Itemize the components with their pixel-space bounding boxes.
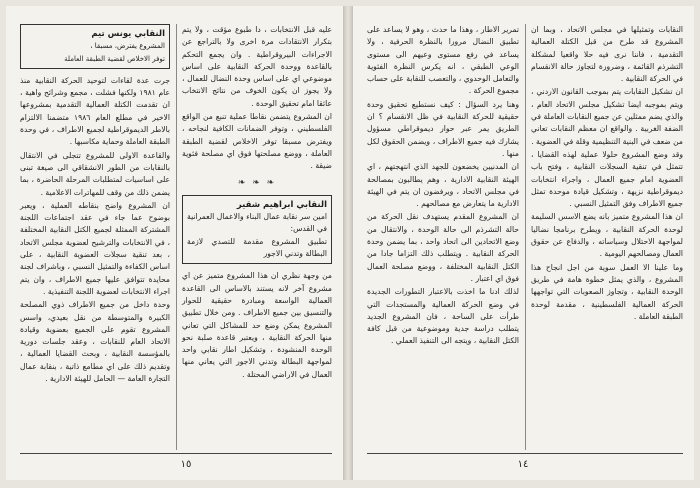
- paragraph: ان المشروع واضح بنقاطه العملية ، ويعبر بوضوح عما جاء في عقد اجتماعات اللجنة المشتركة الممثلة لجميع الكتل النقابية المختلفة ، في الانتخابات والترشيح لعضوية مجلس الاتحاد ، بعد تنقية سجلات العضوية النقابية ، على اساس الكفاءة والتمثيل النسبي ، وباشراف لجنة محايدة تتوافق عليها جميع الاطراف ، وان يتم اجراء الانتخابات لعضوية اللجنة التنفيذية .: [20, 200, 170, 296]
- paragraph: من وجهة نظري ان هذا المشروع متميز عن اي مشروع آخر لانه يستند بالاساس الى القاعدة العمالية الواسعة ومبادرة حقيقية للحوار والتنسيق بين جميع الاطراف . ومن خلال تطبيق المشروع يمكن وضع حد للمشاكل التي تعاني منها الحركة النقابية ، ويعتبر قاعدة صلبة نحو الوحدة المنشودة ، وتشكيل اطار نقابي واحد لمواجهة البطالة وتدني الاجور التي يعاني منها العمال في الاراضي المحتلة .: [182, 271, 332, 379]
- paragraph: وقد وضع المشروع حلولا عملية لهذه القضايا ، تتمثل في تنقية السجلات النقابية ، وفتح باب العضوية امام جميع العمال ، واجراء انتخابات ديموقراطية نزيهة ، وتشكيل قيادة موحدة تمثل جميع الاطراف وفق التمثيل النسبي .: [531, 149, 683, 209]
- paragraph: وما علينا الا العمل سوية من اجل انجاح هذا المشروع ، والذي يمثل خطوة هامة في طريق الوحدة النقابية ، وتجاوز الصعوبات التي تواجهها الحركة العمالية الفلسطينية ، مقدمة لوحدة الطبقة العاملة .: [531, 262, 683, 321]
- left-page-column-outer: [20, 24, 170, 386]
- right-page-column-inner: [367, 24, 519, 349]
- left-page: [6, 6, 344, 480]
- second-article-line-1: امين سر نقابة عمال البناء والاعمال العمرانية في القدس:: [187, 212, 327, 234]
- paragraph: ان هذا المشروع متميز بانه يضع الاسس السليمة لوحدة الحركة النقابية ، ويطرح برنامجا نضاليا لمواجهة الاحتلال وسياساته ، والدفاع عن حقوق العمال ومصالحهم اليومية .: [531, 212, 683, 259]
- second-article-line-2: تطبيق المشروع مقدمة للتصدي لازمة البطالة وتدني الاجور: [187, 236, 327, 259]
- right-page-column-outer: [531, 24, 683, 324]
- spine-gutter: [344, 6, 352, 480]
- article-header-box: [20, 24, 170, 69]
- article-subtitle-2: توفر الاخلاص لقضية الطبقة العاملة: [64, 54, 165, 63]
- column-divider: [525, 24, 526, 450]
- footer-rule: [20, 453, 332, 454]
- left-page-column-inner: [182, 24, 332, 382]
- paragraph: تمرير الاطار ، وهذا ما حدث ، وهو لا يساعد على تطبيق النضال مرورا بالنظرة الحرفية ، ولا يساعد في رفع مستوى وعيهم الى مستوى الوعي الطبقي ، انه يكرس النظرة الفئوية والتعامل الوحدوي ، والتعصب للنقابة على حساب مجموع الحركة .: [367, 25, 519, 96]
- paragraph: وهنا يرد السؤال : كيف نستطيع تحقيق وحدة حقيقية للحركة النقابية في ظل الانقسام ؟ ان الطريق يمر عبر حوار ديموقراطي مسؤول يشارك فيه جميع الاطراف ، ويضمن الحقوق لكل منها .: [367, 99, 519, 158]
- paragraph: عليه قبل الانتخابات ، دا طبوع مؤقت ، ولا يتم بتكرار الانتقادات مرة اخرى ولا بالتراجع عن الاجراءات البيروقراطية . وان يجمع التحكم بالقاعدة ووحدة الحركة النقابية على اساس موضوعي اي على اساس وحدة النضال للعمال ، ولا يجوز ان يكون الخوف من نتائج الانتخاب عائقا امام تحقيق الوحدة .: [182, 25, 332, 108]
- article-author: النقابي يونس تيم: [91, 29, 165, 39]
- right-page: [352, 6, 694, 480]
- paragraph: جرت عدة لقاءات لتوحيد الحركة النقابية منذ عام ١٩٨١ ولكنها فشلت ، مجمع وشرائح واهية ، ان تقدمت الكتلة العمالية التقدمية بمشروعها الاخير في مطلع العام ١٩٨٦ متضمنا الالتزام بالاطر الديموقراطية لجميع الاطراف ، في وحدة الطبقة العاملة وحماية مكاسبها .: [20, 75, 171, 147]
- paragraph: النقابات وتمثيلها في مجلس الاتحاد ، وبما ان المشروع قد طرح من قبل الكتلة العمالية التقدمية ، فاننا نرى فيه حلا واقعيا لمشكلة التشرذم القائمة ، وضرورة لتجاوز حالة الانقسام في الحركة النقابية .: [531, 25, 683, 84]
- page-number-right: ١٤: [517, 459, 529, 470]
- paragraph: ان تشكيل النقابات يتم بموجب القانون الاردني ، ويتم بموجبه ايضا تشكيل مجلس الاتحاد العام ، والذي يضم ممثلين عن جميع النقابات العاملة في الضفة الغربية . والواقع ان معظم النقابات تعاني من ضعف في البنية التنظيمية وقلة في العضوية .: [531, 87, 683, 146]
- article-subtitle-1: المشروع يفترض، مسبقا ،: [90, 42, 165, 51]
- paragraph: والقاعدة الاولى للمشروع تتجلى في الانتقال بالنقابات من الطور الانشقاقي الى صيغة تبنى على اساسيات لمتطلبات المرحلة الحاضرة ، بما يضمن ذلك من وقف للمهاترات الاعلامية .: [20, 150, 170, 197]
- paragraph: ان المشروع المقدم يستهدف نقل الحركة من حالة التشرذم الى حالة الوحدة ، والانتقال من وضع الاتحادين الى اتحاد واحد ، بما يضمن وحدة الحركة النقابية . ويتطلب ذلك التزاما جادا من الكتل النقابية المختلفة ، ووضع مصلحة العمال فوق اي اعتبار .: [367, 212, 519, 283]
- paragraph: ان المدنيين يخضعون للجهد الذي انتهجتهم ، اي الهيئة النقابية الادارية ، وهم يطالبون بمصالحة في مجلس الاتحاد ، ويرفضون ان يتم في الهيئة الادارية ما يتعارض مع مصالحهم .: [367, 162, 519, 209]
- paragraph: ان المشروع يتضمن نقاطا عملية تنبع من الواقع الفلسطيني ، وتوفر الضمانات الكافية لنجاحه ، ويفترض مسبقا توفر الاخلاص لقضية الطبقة العاملة ، ووضع مصلحتها فوق اي مصلحة فئوية ضيقة .: [182, 112, 332, 171]
- second-article-header: [182, 195, 332, 264]
- paragraph: لذلك ادنا ما اخذت بالاعتبار التطورات الجديدة في وضع الحركة العمالية والمستجدات التي طرأت على الساحة ، فان المشروع الجديد يتطلب دراسة جدية وموضوعية من قبل كافة الكتل النقابية ، ويتجه الى التنفيذ العملي .: [367, 287, 519, 346]
- paragraph: وحدة داخل من جميع الاطراف ذوي المصلحة الكبيرة والمتوسطة من نقل بعيدي، واسس المشروع تقوم على الجميع بعضوية وقيادة الاتحاد العام للنقابات ، وعقد جلسات دورية بالمؤسسة النقابية ، وبحث القضايا العمالية ، وتقديم ذلك على اي مطامع ذاتية ، بنقابة عمال التجارة العامة — الحامل للهيئة الادارية .: [20, 300, 170, 384]
- column-divider: [176, 24, 177, 450]
- second-article-author: النقابي ابراهيم شقير: [236, 199, 327, 210]
- page-number-left: ١٥: [180, 459, 192, 470]
- divider-ornament: ❧ ❧ ❧: [237, 177, 277, 188]
- footer-rule: [367, 453, 683, 454]
